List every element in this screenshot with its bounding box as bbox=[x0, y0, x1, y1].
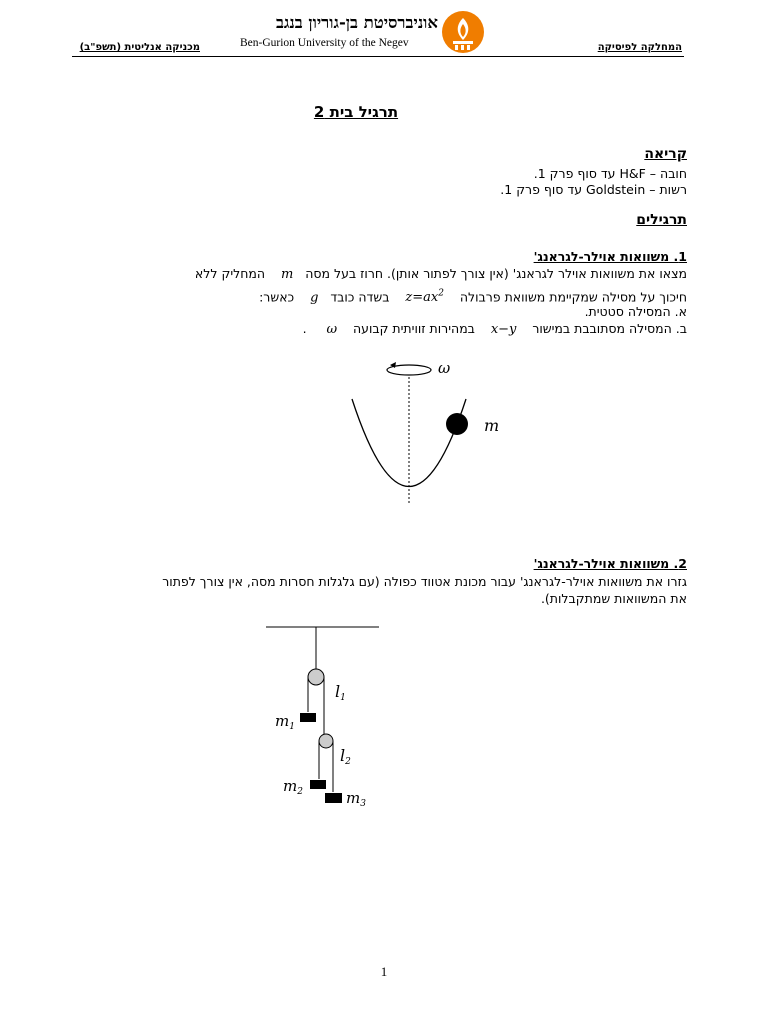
ex1-omega-symbol: ω bbox=[326, 322, 338, 337]
parabola-figure bbox=[340, 355, 510, 510]
header-divider bbox=[72, 56, 684, 57]
ex1-item-b-mid: במהירות זוויתית קבועה bbox=[352, 321, 475, 336]
label-m1: $m_1$ bbox=[275, 712, 295, 732]
course-label: מכניקה אנליטית (תשפ"ב) bbox=[79, 42, 200, 53]
university-name-hebrew: אוניברסיטת בן-גוריון בנגב bbox=[275, 13, 438, 32]
ex1-line2-end: כאשר: bbox=[259, 289, 295, 305]
ex1-gravity-symbol: g bbox=[310, 290, 319, 306]
label-l2: l2 bbox=[340, 746, 351, 767]
exercises-heading: תרגילים bbox=[636, 212, 687, 228]
ex2-heading: 2. משוואות אוילר-לגראנג' bbox=[533, 556, 687, 571]
ex1-plane-symbol: x−y bbox=[490, 322, 517, 337]
ex1-mass-symbol: m bbox=[280, 267, 294, 282]
ex2-line1: גזרו את משוואות אוילר-לגראנג' עבור מכונת אטווד כפולה (עם גלגלות חסרות מסה, אין צורך לפתור bbox=[162, 574, 687, 589]
ex1-item-b-text: ב. המסילה מסתובבת במישור bbox=[532, 321, 687, 336]
ex1-parabola-equation: $z=ax^2$ bbox=[405, 289, 444, 306]
ex1-heading: 1. משוואות אוילר-לגראנג' bbox=[533, 249, 687, 264]
ex2-line2: את המשוואות שמתקבלות). bbox=[540, 591, 687, 606]
reading-heading: קריאה bbox=[644, 146, 687, 162]
page-title: תרגיל בית 2 bbox=[313, 103, 399, 121]
fig-omega-label: ω bbox=[438, 359, 451, 377]
reading-optional: רשות – Goldstein עד סוף פרק 1. bbox=[500, 182, 687, 197]
mass-3 bbox=[325, 793, 342, 803]
ex1-item-b-end: . bbox=[302, 321, 307, 336]
label-m2: $m_2$ bbox=[283, 777, 303, 797]
label-l1: l1 bbox=[335, 682, 346, 703]
university-logo bbox=[441, 10, 487, 54]
mass-1 bbox=[300, 713, 316, 722]
ex1-line1-text: מצאו את משוואות אוילר לגראנג' (אין צורך לפתור אותן). חרוז בעל מסה bbox=[305, 266, 687, 281]
mass-2 bbox=[310, 780, 326, 789]
university-name-english: Ben-Gurion University of the Negev bbox=[240, 37, 409, 49]
reading-required: חובה – H&F עד סוף פרק 1. bbox=[533, 166, 687, 181]
ex1-line2-text: חיכוך על מסילה שמקיימת משוואת פרבולה bbox=[459, 289, 687, 305]
pulley-2 bbox=[319, 734, 333, 748]
atwood-figure bbox=[260, 620, 390, 820]
department-label: המחלקה לפיסיקה bbox=[597, 42, 682, 53]
ex1-line1 bbox=[80, 265, 687, 283]
page-number: 1 bbox=[380, 964, 388, 979]
label-m3: $m_3$ bbox=[346, 789, 366, 809]
fig-mass-label: m bbox=[484, 416, 500, 435]
bead bbox=[446, 413, 468, 435]
ex1-item-b bbox=[200, 320, 687, 338]
ex1-item-a: א. המסילה סטטית. bbox=[584, 304, 687, 319]
ex1-line1-end: המחליק ללא bbox=[194, 266, 266, 281]
pulley-1 bbox=[308, 669, 324, 685]
ex1-line2-mid: בשדה כובד bbox=[330, 289, 390, 305]
